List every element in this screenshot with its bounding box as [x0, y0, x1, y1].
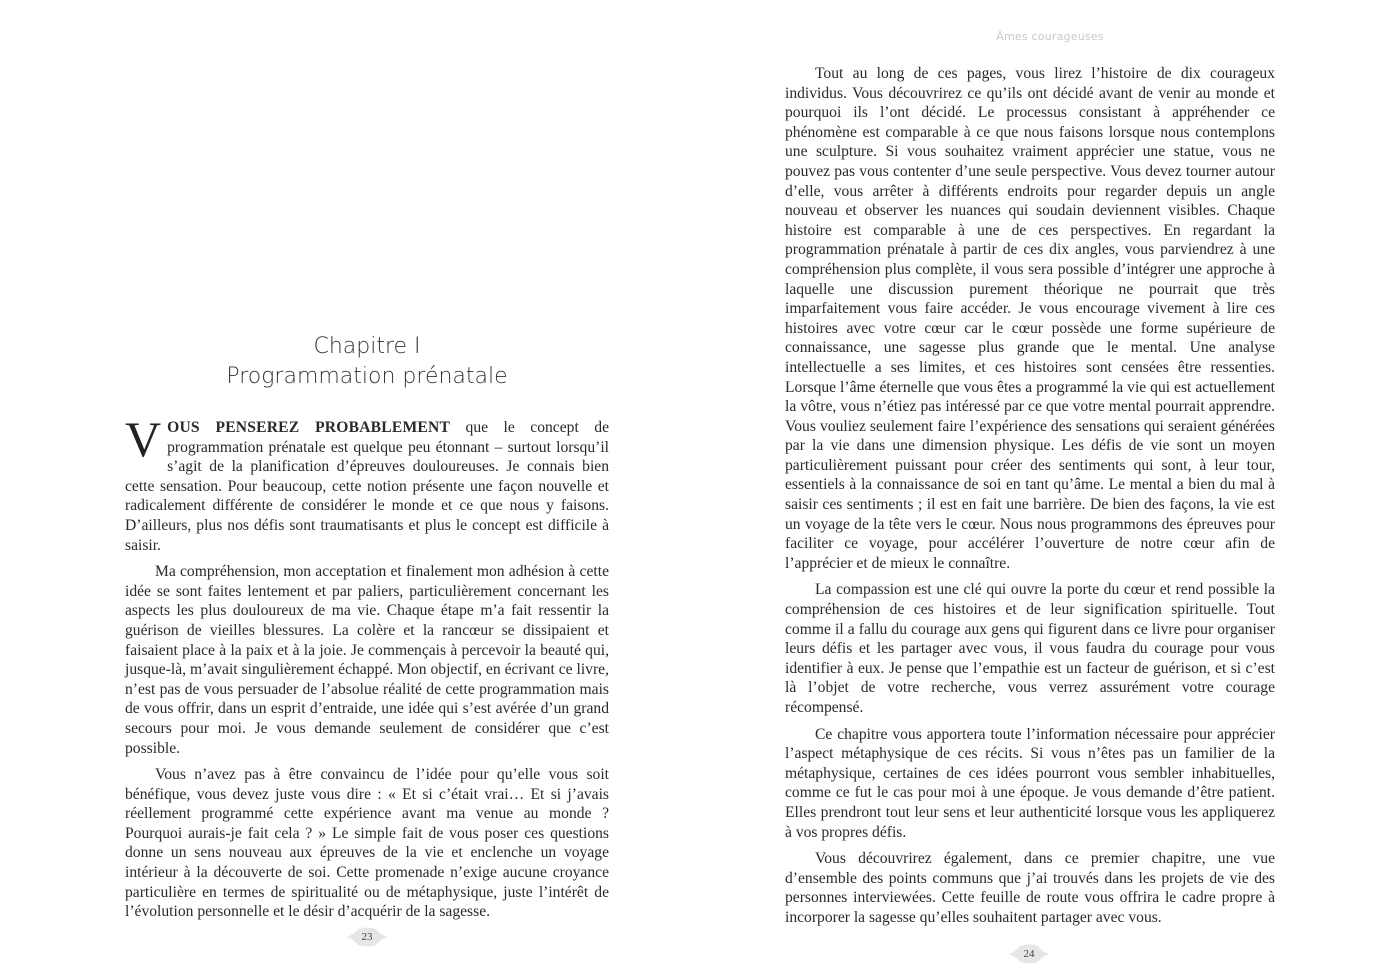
chapter-name: Programmation prénatale [226, 364, 508, 389]
page-number [1006, 943, 1052, 965]
page-number-text: 23 [361, 931, 373, 943]
chapter-number: Chapitre I [313, 334, 421, 359]
paragraph: Vous découvrirez également, dans ce premier chapitre, une vue d’ensemble des points communs que j’ai trouvés dans les projets de vie des personnes interviewées. Cette feuille de route vous offrira le cadre propre à incorporer la sagesse qu’elles souhaitent partager avec vous. [785, 850, 1275, 926]
drop-cap: V [125, 411, 162, 467]
left-body-text [125, 411, 609, 929]
paragraph-text: que le concept de programmation prénatale est quelque peu étonnant – surtout lorsqu’il s’agit de la planification d’épreuves douloureuses. Je connais bien cette sensation. Pour beaucoup, cette notion présente une façon nouvelle et radicalement différente de considérer le monde et ce que nous y faisons. D’ailleurs, plus nos défis sont traumatisants et plus le concept est difficile à saisir. [125, 419, 609, 554]
paragraph [125, 411, 609, 555]
paragraph: Ce chapitre vous apportera toute l’information nécessaire pour apprécier l’aspect métaphysique de ces récits. Si vous n’êtes pas un familier de la métaphysique, certaines de ces idées pourront vous sembler inhabituelles, comme ce fut le cas pour moi à une époque. Je vous demande d’être patient. Elles prendront tout leur sens et leur authenticité lorsque vous les appliquerez à vos propres défis. [785, 725, 1275, 841]
page-number [344, 926, 390, 948]
paragraph: Vous n’avez pas à être convaincu de l’idée pour qu’elle vous soit bénéfique, vous devez juste vous dire : « Et si c’était vrai… Et si j’avais réellement programmé cette expérience avant ma venue au monde ? Pourquoi aurais-je fait cela ? » Le simple fait de vous poser ces questions donne un sens nouveau aux épreuves de la vie et enclenche un voyage intérieur à la découverte de soi. Cette promenade n’exige aucune croyance particulière en termes de spiritualité ou de métaphysique, juste l’intérêt de l’évolution personnelle et le désir d’acquérir de la sagesse. [125, 766, 609, 921]
paragraph: Tout au long de ces pages, vous lirez l’histoire de dix courageux individus. Vous découvrirez ce qu’ils ont décidé avant de venir au monde et pourquoi ils l’ont décidé. Le processus consistant à appréhender ce phénomène est comparable à ce que nous faisons lorsque nous contemplons une sculpture. Si vous souhaitez vraiment apprécier une statue, vous ne pouvez pas vous contenter d’une seule perspective. Vous devez tourner autour d’elle, vous arrêter à différents endroits pour regarder depuis un angle nouveau et observer les nuances qui soudain deviennent visibles. Chaque histoire est comparable à une de ces perspectives. En regardant la programmation prénatale à partir de ces dix angles, vous parviendrez à une compréhension plus complète, il vous sera possible d’intégrer une approche à laquelle une discussion purement théorique ne pourrait que très imparfaitement vous faire accéder. Je vous encourage vivement à lire ces histoires avec votre cœur car le cœur possède une forme supérieure de connaissance, une sagesse plus grande que le mental. Une analyse intellectuelle a ses limites, et ces histoires sont censées être ressenties. Lorsque l’âme éternelle que vous êtes a programmé la vie qui est actuellement la vôtre, vous n’étiez pas intéressé par ce que votre mental pourrait apprendre. Vous vouliez seulement faire l’expérience des sensations qui seraient générées par la vie dans une dimension physique. Les défis de vie sont un moyen particulièrement puissant pour créer des sentiments qui sont, à leur tour, essentiels à la connaissance de soi en tant qu’âme. Le mental a bien du mal à saisir ces sentiments ; il est en fait une barrière. De bien des façons, la vie est un voyage de la tête vers le cœur. Nous nous programmons des épreuves pour faciliter ce voyage, pour accélérer l’ouverture de notre cœur afin de l’apprécier et de mieux le connaître. [785, 65, 1275, 572]
paragraph: Ma compréhension, mon acceptation et finalement mon adhésion à cette idée se sont faites lentement et par paliers, particulièrement concernant les aspects les plus douloureux de ma vie. Chaque étape m’a fait ressentir la guérison de vieilles blessures. La colère et la rancœur se dissipaient et faisaient place à la paix et à la joie. Je commençais à percevoir la beauté qui, jusque-là, m’avait singulièrement échappé. Mon objectif, en écrivant ce livre, n’est pas de vous persuader de l’absolue réalité de cette programmation mais de vous offrir, dans un esprit d’entraide, une idée qui s’est avérée d’un grand secours pour moi. Je vous demande seulement de considérer que c’est possible. [125, 563, 609, 757]
lead-in: OUS PENSEREZ PROBABLEMENT [167, 419, 451, 436]
paragraph: La compassion est une clé qui ouvre la porte du cœur et rend possible la compréhension de ces histoires et de leur signification spirituelle. Tout comme il a fallu du courage aux gens qui figurent dans ce livre pour organiser leurs défis et les partager avec vous, il vous faudra du courage pour vous identifier à eux. Je pense que l’empathie est un facteur de guérison, et si c’est là l’objet de votre recherche, vous verrez assurément votre courage récompensé. [785, 581, 1275, 716]
running-head: Âmes courageuses [996, 30, 1104, 43]
right-body-text [785, 64, 1275, 935]
page-number-text: 24 [1023, 948, 1035, 960]
chapter-title [125, 332, 609, 392]
